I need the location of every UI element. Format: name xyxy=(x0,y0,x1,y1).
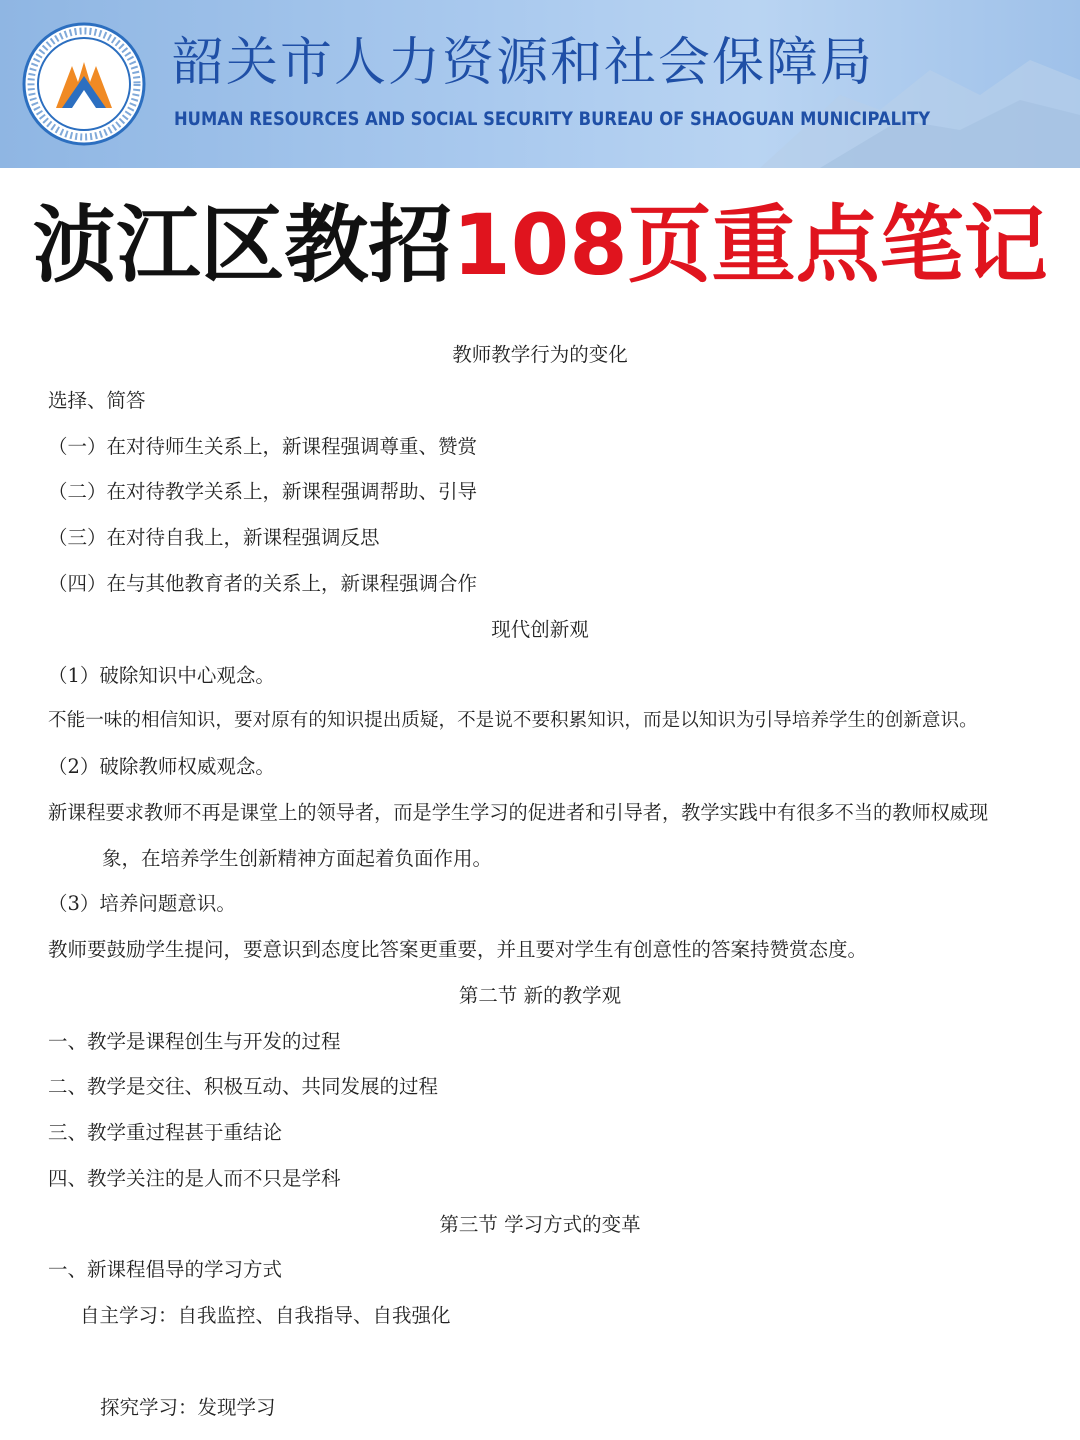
text-line: 象，在培养学生创新精神方面起着负面作用。 xyxy=(102,847,493,870)
title-part-red: 108页重点笔记 xyxy=(452,196,1048,294)
header-banner xyxy=(0,0,1080,168)
text-line: 不能一味的相信知识，要对原有的知识提出质疑，不是说不要积累知识，而是以知识为引导培养学生的创新意识。 xyxy=(48,710,978,731)
text-line: （一）在对待师生关系上，新课程强调尊重、赞赏 xyxy=(48,435,478,458)
title-part-black: 浈江区教招 xyxy=(32,196,453,294)
text-line: （四）在与其他教育者的关系上，新课程强调合作 xyxy=(48,572,478,595)
page-title xyxy=(0,195,1080,295)
text-line: 自主学习：自我监控、自我指导、自我强化 xyxy=(80,1304,451,1327)
org-name-en: HUMAN RESOURCES AND SOCIAL SECURITY BUREAU OF SHAOGUAN MUNICIPALITY xyxy=(174,108,931,130)
text-line: （1）破除知识中心观念。 xyxy=(48,664,275,687)
section-heading: 第三节 学习方式的变革 xyxy=(439,1213,641,1236)
text-line: 探究学习：发现学习 xyxy=(100,1396,276,1419)
text-line: 新课程要求教师不再是课堂上的领导者，而是学生学习的促进者和引导者，教学实践中有很多不当的教师权威现 xyxy=(48,801,989,824)
text-line: （二）在对待教学关系上，新课程强调帮助、引导 xyxy=(48,480,478,503)
text-line: 选择、简答 xyxy=(48,389,146,412)
text-line: 四、教学关注的是人而不只是学科 xyxy=(48,1167,341,1190)
text-line: （2）破除教师权威观念。 xyxy=(48,755,275,778)
bureau-seal-icon xyxy=(22,22,146,146)
text-line: （三）在对待自我上，新课程强调反思 xyxy=(48,526,380,549)
text-line: 三、教学重过程甚于重结论 xyxy=(48,1121,283,1144)
section-heading: 教师教学行为的变化 xyxy=(452,343,628,366)
text-line: （3）培养问题意识。 xyxy=(48,892,236,915)
text-line: 一、新课程倡导的学习方式 xyxy=(48,1258,283,1281)
text-line: 二、教学是交往、积极互动、共同发展的过程 xyxy=(48,1075,439,1098)
section-heading: 现代创新观 xyxy=(491,618,589,641)
section-heading: 第二节 新的教学观 xyxy=(458,984,622,1007)
text-line: 一、教学是课程创生与开发的过程 xyxy=(48,1030,341,1053)
org-name-cn: 韶关市人力资源和社会保障局 xyxy=(172,33,875,93)
text-line: 教师要鼓励学生提问，要意识到态度比答案更重要，并且要对学生有创意性的答案持赞赏态度。 xyxy=(48,938,868,961)
